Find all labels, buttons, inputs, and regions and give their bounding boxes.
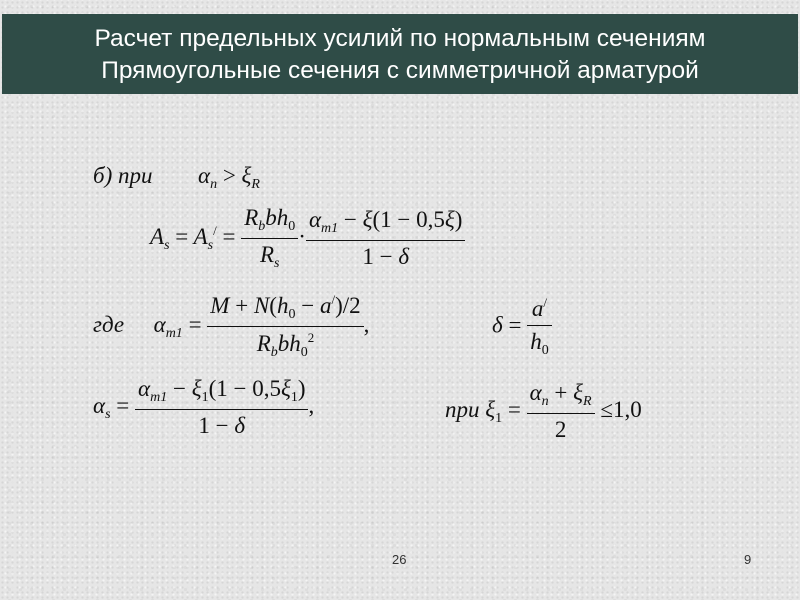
formula-alpha-s: $\alpha_s$ = $\frac{\alpha_{m1} - \xi_1(1 - 0,5\xi_1)}{1 - \delta}$ , <box>93 376 315 438</box>
fraction-xi1: $\frac{\alpha_n + \xi_R}{2}$ <box>527 380 595 443</box>
fraction-rbbh0-over-rs: $\frac{R_bbh_0}{R_s}$ <box>241 205 298 272</box>
where-label: где <box>93 311 125 337</box>
case-condition: б) при $\alpha_n > \xi_R$ <box>93 163 260 192</box>
page-number: 9 <box>744 552 752 567</box>
formula-delta: δ = $\frac{a^/}{h_0}$ <box>492 295 552 359</box>
title-line-2: Прямоугольные сечения с симметричной арматурой <box>101 57 699 84</box>
case-label: б) при <box>93 163 153 188</box>
fraction-alpha-s: $\frac{\alpha_{m1} - \xi_1(1 - 0,5\xi_1)}{1 - \delta}$ <box>135 376 308 439</box>
slide-title <box>2 14 798 94</box>
formula-as: $A_s = A_s^/$ = $\frac{R_bbh_0}{R_s}$ · $\frac{\alpha_{m1} - \xi(1 - 0,5\xi)}{1 - \delta}$ <box>150 205 465 272</box>
xi1-label: при <box>445 396 480 422</box>
formula-alpha-m1: где $\alpha_{m1}$ = $\frac{M + N(h_0 - a^/)/2}{R_bbh_0^2}$ , <box>93 292 370 360</box>
title-line-1: Расчет предельных усилий по нормальным сечениям <box>94 25 706 52</box>
fraction-alpha-over-delta: $\frac{\alpha_{m1} - \xi(1 - 0,5\xi)}{1 - \delta}$ <box>306 207 465 270</box>
fraction-delta: $\frac{a^/}{h_0}$ <box>527 295 552 359</box>
formula-xi1: при $\xi_1$ = $\frac{\alpha_n + \xi_R}{2}$ ≤1,0 <box>445 380 642 442</box>
slide-number: 26 <box>392 552 407 567</box>
fraction-alpha-m1: $\frac{M + N(h_0 - a^/)/2}{R_bbh_0^2}$ <box>207 292 363 361</box>
